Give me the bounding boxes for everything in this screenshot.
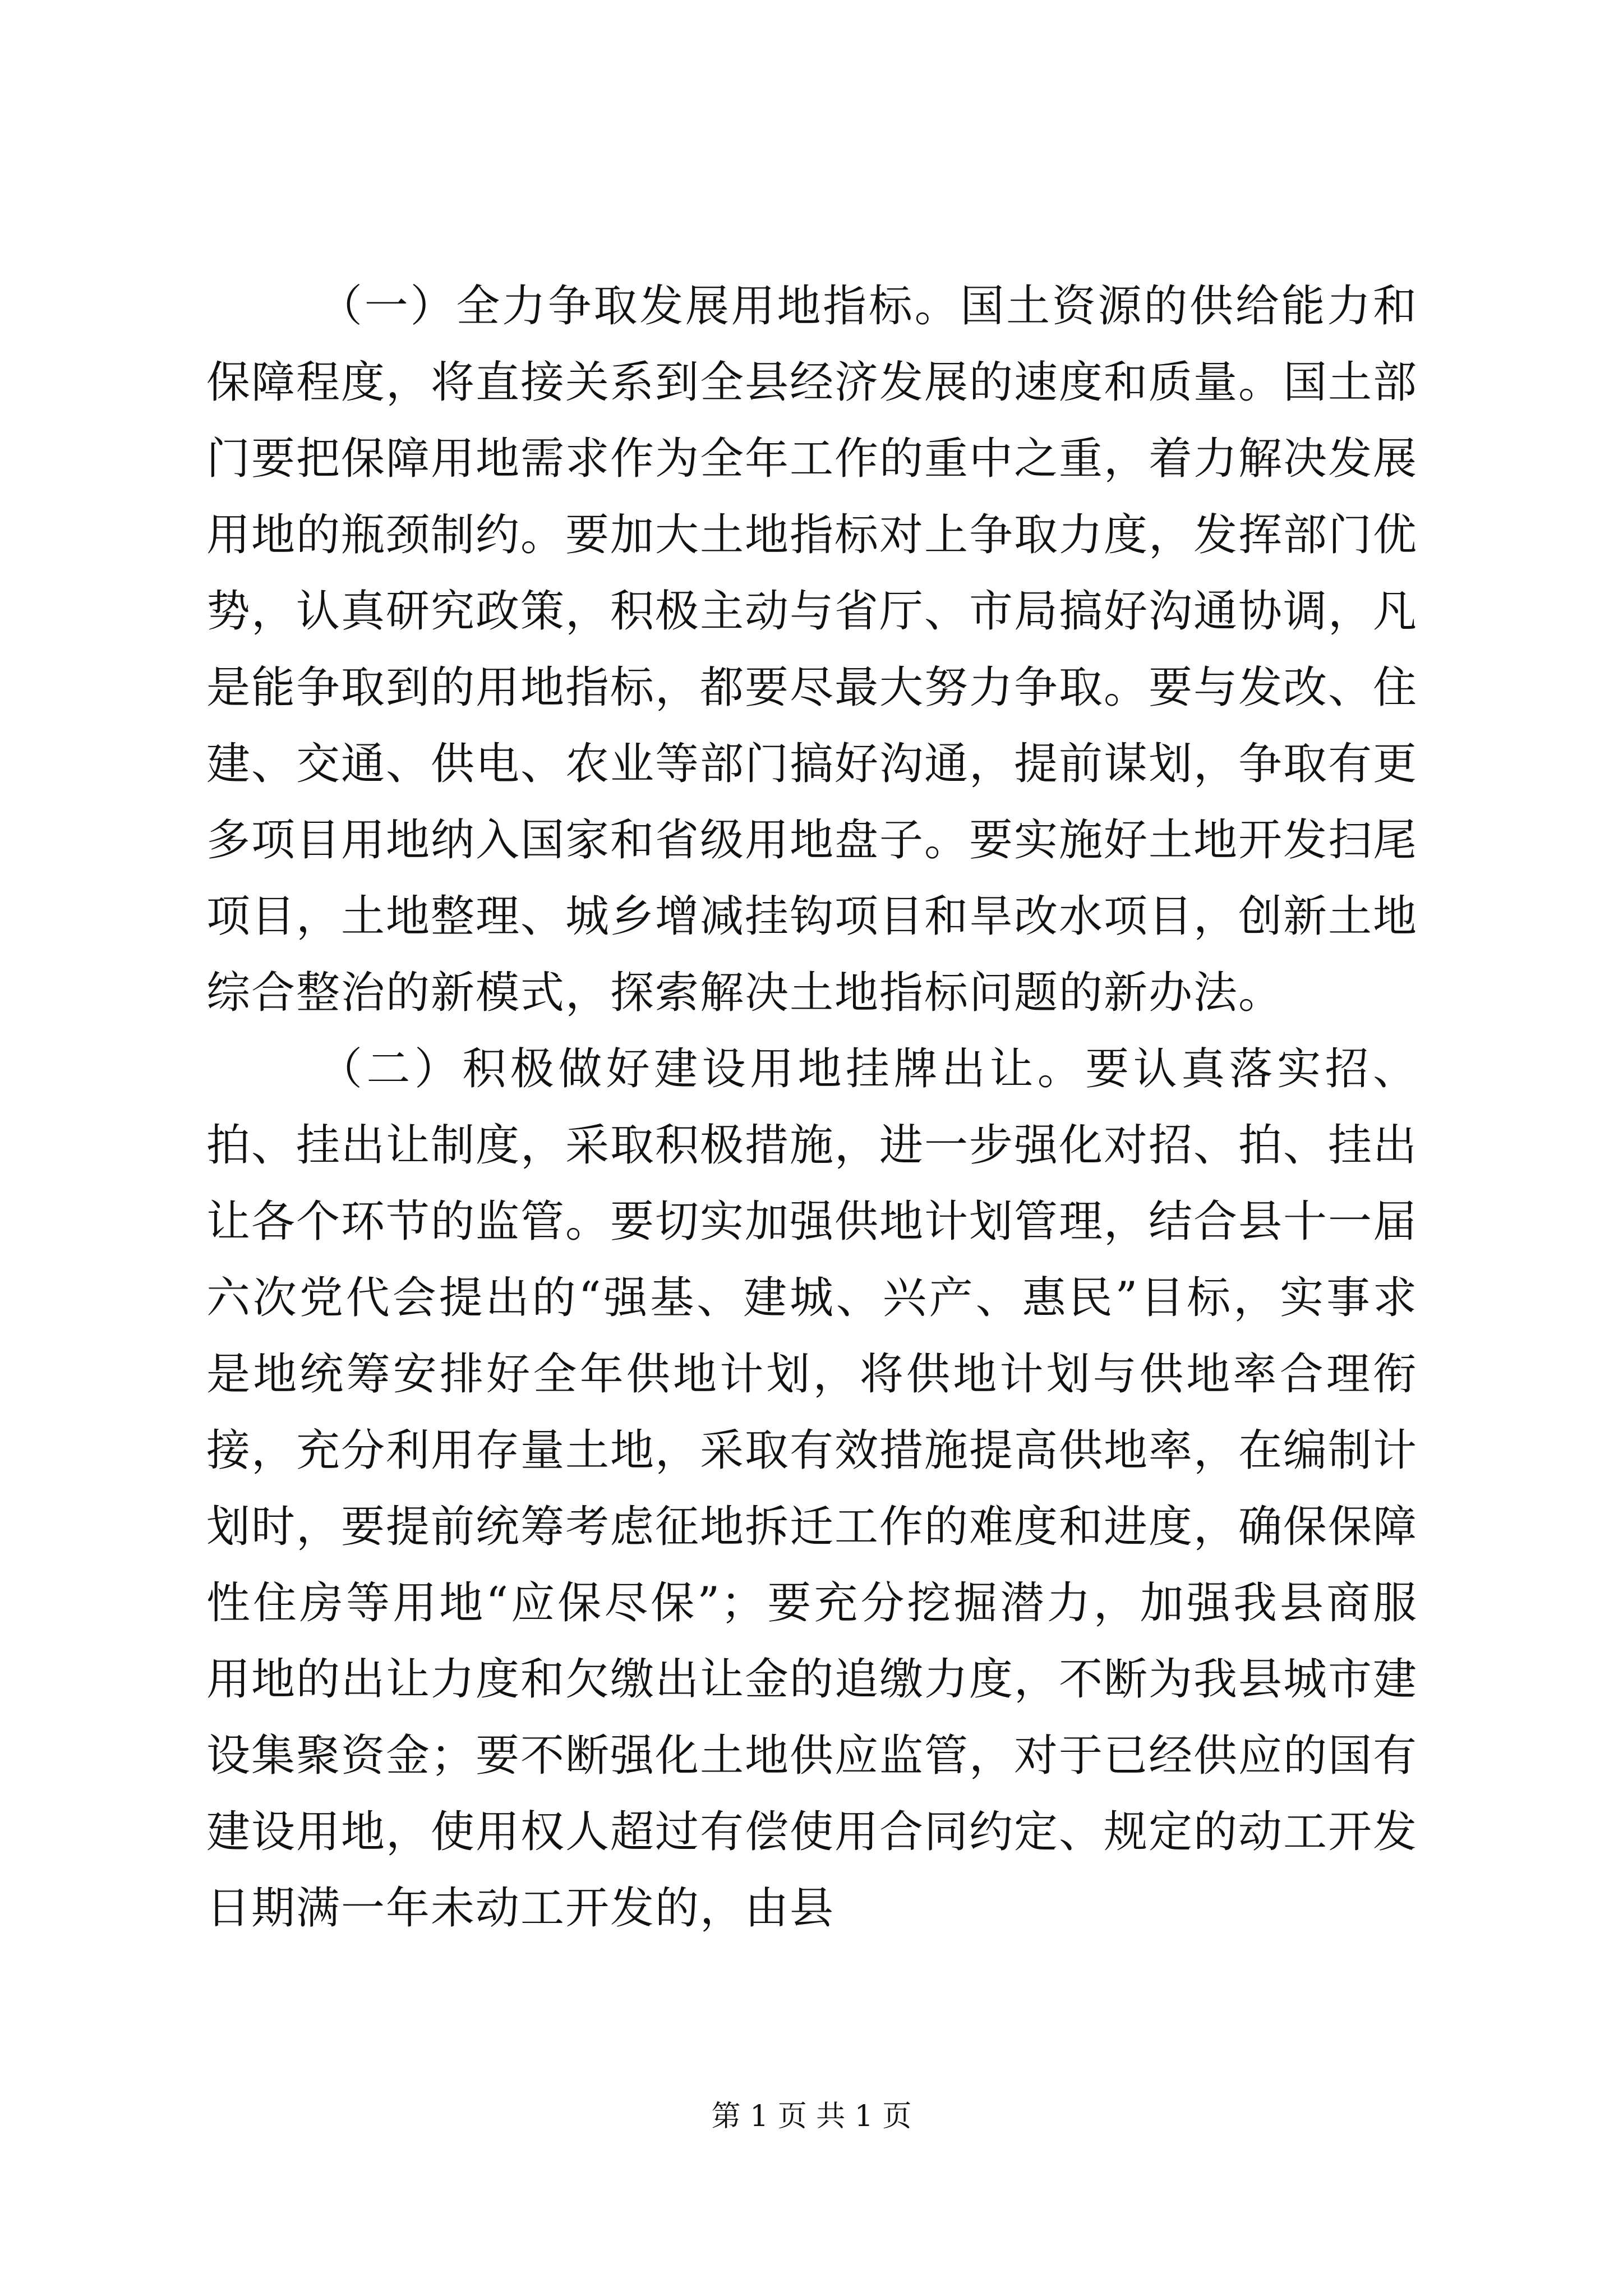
paragraph-2: （二）积极做好建设用地挂牌出让。要认真落实招、拍、挂出让制度，采取积极措施，进一步强化对招、拍、挂出让各个环节的监管。要切实加强供地计划管理，结合县十一届六次党代会提出的“强基、建城、兴产、惠民”目标，实事求是地统筹安排好全年供地计划，将供地计划与供地率合理衔接，充分利用存量土地，采取有效措施提高供地率，在编制计划时，要提前统筹考虑征地拆迁工作的难度和进度，确保保障性住房等用地“应保尽保”；要充分挖掘潜力，加强我县商服用地的出让力度和欠缴出让金的追缴力度，不断为我县城市建设集聚资金；要不断强化土地供应监管，对于已经供应的国有建设用地，使用权人超过有偿使用合同约定、规定的动工开发日期满一年未动工开发的，由县: [206, 1044, 1418, 1934]
paragraph-1: （一）全力争取发展用地指标。国土资源的供给能力和保障程度，将直接关系到全县经济发展的速度和质量。国土部门要把保障用地需求作为全年工作的重中之重，着力解决发展用地的瓶颈制约。要加大土地指标对上争取力度，发挥部门优势，认真研究政策，积极主动与省厅、市局搞好沟通协调，凡是能争取到的用地指标，都要尽最大努力争取。要与发改、住建、交通、供电、农业等部门搞好沟通，提前谋划，争取有更多项目用地纳入国家和省级用地盘子。要实施好土地开发扫尾项目，土地整理、城乡增减挂钩项目和旱改水项目，创新土地综合整治的新模式，探索解决土地指标问题的新办法。: [206, 281, 1418, 1018]
document-body: [206, 268, 1418, 1947]
page-footer: 第 1 页 共 1 页: [711, 2100, 912, 2133]
